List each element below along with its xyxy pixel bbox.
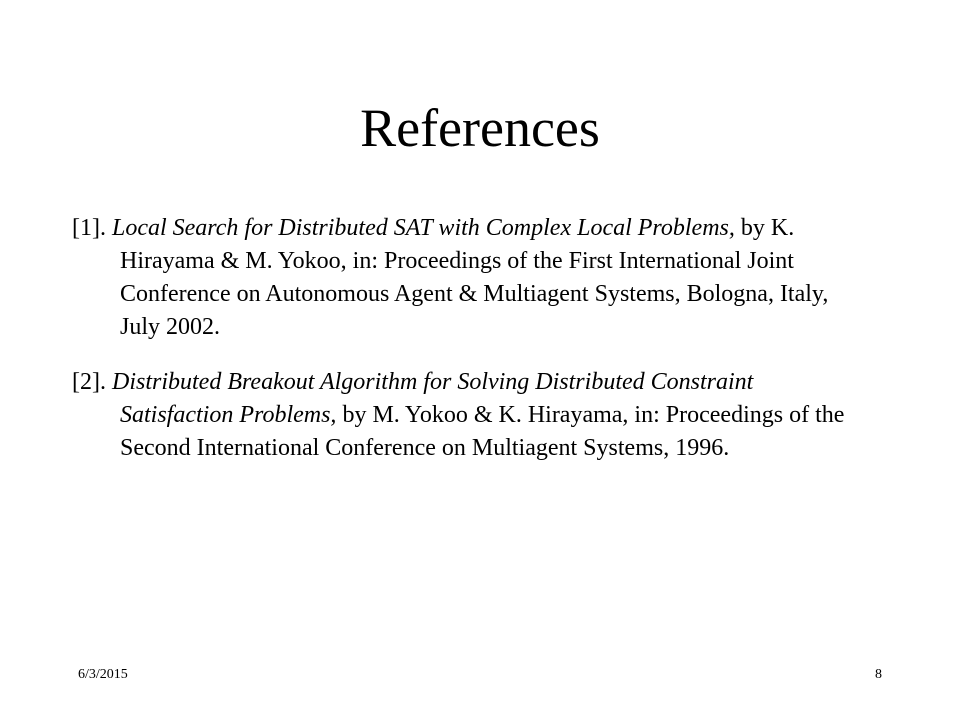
slide-title: References — [360, 98, 600, 158]
reference-number: [1]. — [72, 215, 106, 241]
reference-details: by M. Yokoo & K. Hirayama, in: Proceedings of the Second International Conference on Multiagent Systems, 1996. — [120, 402, 845, 461]
reference-list — [72, 212, 872, 487]
reference-item-1 — [72, 212, 872, 344]
reference-number: [2]. — [72, 369, 106, 395]
reference-item-2 — [72, 366, 872, 465]
reference-title: Local Search for Distributed SAT with Complex Local Problems, — [111, 215, 735, 241]
reference-title: Distributed Breakout Algorithm for Solving Distributed Constraint Satisfaction Problems, — [111, 369, 754, 428]
reference-details: by K. Hirayama & M. Yokoo, in: Proceedings of the First International Joint Conference on Autonomous Agent & Multiagent Systems, Bologna, Italy, July 2002. — [120, 215, 829, 340]
footer-date: 6/3/2015 — [78, 667, 128, 682]
page-number: 8 — [875, 667, 882, 682]
